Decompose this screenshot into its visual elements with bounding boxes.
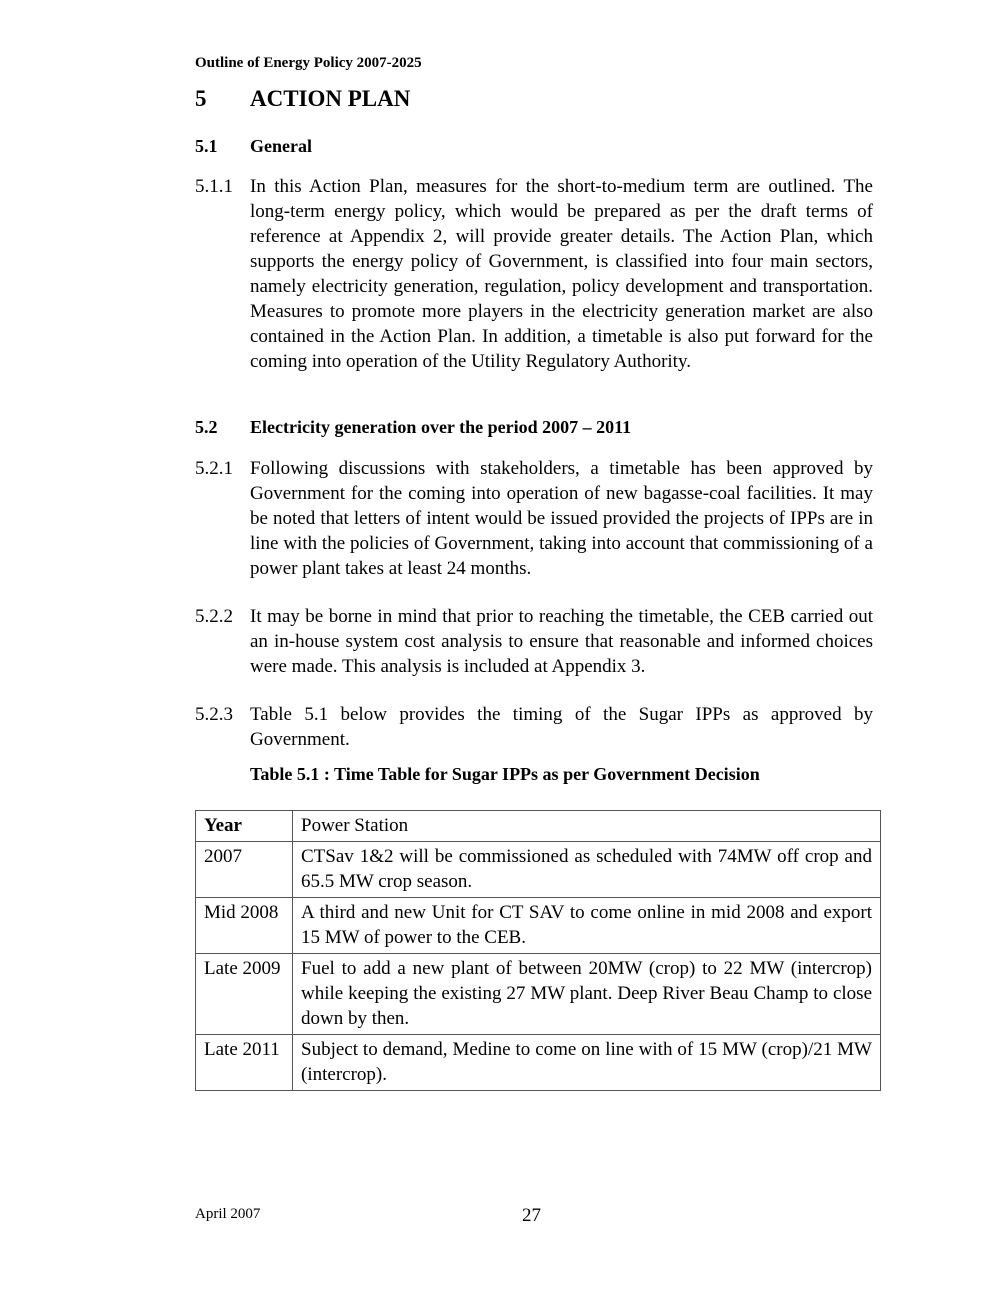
table-row (196, 898, 881, 954)
section-title: Electricity generation over the period 2007 – 2011 (250, 417, 632, 437)
power-station-cell: A third and new Unit for CT SAV to come online in mid 2008 and export 15 MW of power to the CEB. (293, 898, 881, 954)
section-title: General (250, 136, 312, 156)
page-number: 27 (522, 1205, 541, 1226)
paragraph-number: 5.1.1 (195, 176, 233, 197)
power-station-cell: Fuel to add a new plant of between 20MW (crop) to 22 MW (intercrop) while keeping the existing 27 MW plant. Deep River Beau Champ to close down by then. (293, 954, 881, 1035)
footer-date: April 2007 (195, 1206, 261, 1222)
section-heading-5-2 (195, 417, 631, 438)
timetable-table (195, 810, 881, 1091)
chapter-title: ACTION PLAN (250, 86, 411, 111)
paragraph-5-2-3 (195, 702, 873, 752)
table-row (196, 1035, 881, 1091)
power-station-cell: Subject to demand, Medine to come on line with of 15 MW (crop)/21 MW (intercrop). (293, 1035, 881, 1091)
paragraph-5-2-1 (195, 456, 873, 581)
paragraph-text: Table 5.1 below provides the timing of the Sugar IPPs as approved by Government. (250, 704, 873, 750)
paragraph-number: 5.2.2 (195, 606, 233, 627)
paragraph-5-2-2 (195, 604, 873, 679)
column-header-year: Year (196, 811, 293, 842)
section-number: 5.1 (195, 136, 218, 156)
section-number: 5.2 (195, 417, 218, 437)
year-cell: Late 2009 (196, 954, 293, 1035)
paragraph-5-1-1 (195, 174, 873, 374)
table-row (196, 954, 881, 1035)
chapter-number: 5 (195, 86, 207, 111)
paragraph-text: Following discussions with stakeholders, a timetable has been approved by Government for the coming into operation of new bagasse-coal facilities. It may be noted that letters of intent would be issued provided the projects of IPPs are in line with the policies of Government, taking into account that commissioning of a power plant takes at least 24 months. (250, 458, 873, 579)
chapter-heading (195, 86, 410, 112)
year-cell: Mid 2008 (196, 898, 293, 954)
year-cell: 2007 (196, 842, 293, 898)
section-heading-5-1 (195, 136, 312, 157)
paragraph-text: In this Action Plan, measures for the short-to-medium term are outlined. The long-term energy policy, which would be prepared as per the draft terms of reference at Appendix 2, will provide greater details. The Action Plan, which supports the energy policy of Government, is classified into four main sectors, namely electricity generation, regulation, policy development and transportation. Measures to promote more players in the electricity generation market are also contained in the Action Plan. In addition, a timetable is also put forward for the coming into operation of the Utility Regulatory Authority. (250, 176, 873, 372)
power-station-cell: CTSav 1&2 will be commissioned as scheduled with 74MW off crop and 65.5 MW crop season. (293, 842, 881, 898)
paragraph-number: 5.2.3 (195, 704, 233, 725)
year-cell: Late 2011 (196, 1035, 293, 1091)
table-header-row (196, 811, 881, 842)
paragraph-text: It may be borne in mind that prior to reaching the timetable, the CEB carried out an in-house system cost analysis to ensure that reasonable and informed choices were made. This analysis is included at Appendix 3. (250, 606, 873, 677)
paragraph-number: 5.2.1 (195, 458, 233, 479)
column-header-power-station: Power Station (293, 811, 881, 842)
running-header: Outline of Energy Policy 2007-2025 (195, 55, 422, 71)
table-caption: Table 5.1 : Time Table for Sugar IPPs as per Government Decision (250, 764, 760, 784)
table-row (196, 842, 881, 898)
